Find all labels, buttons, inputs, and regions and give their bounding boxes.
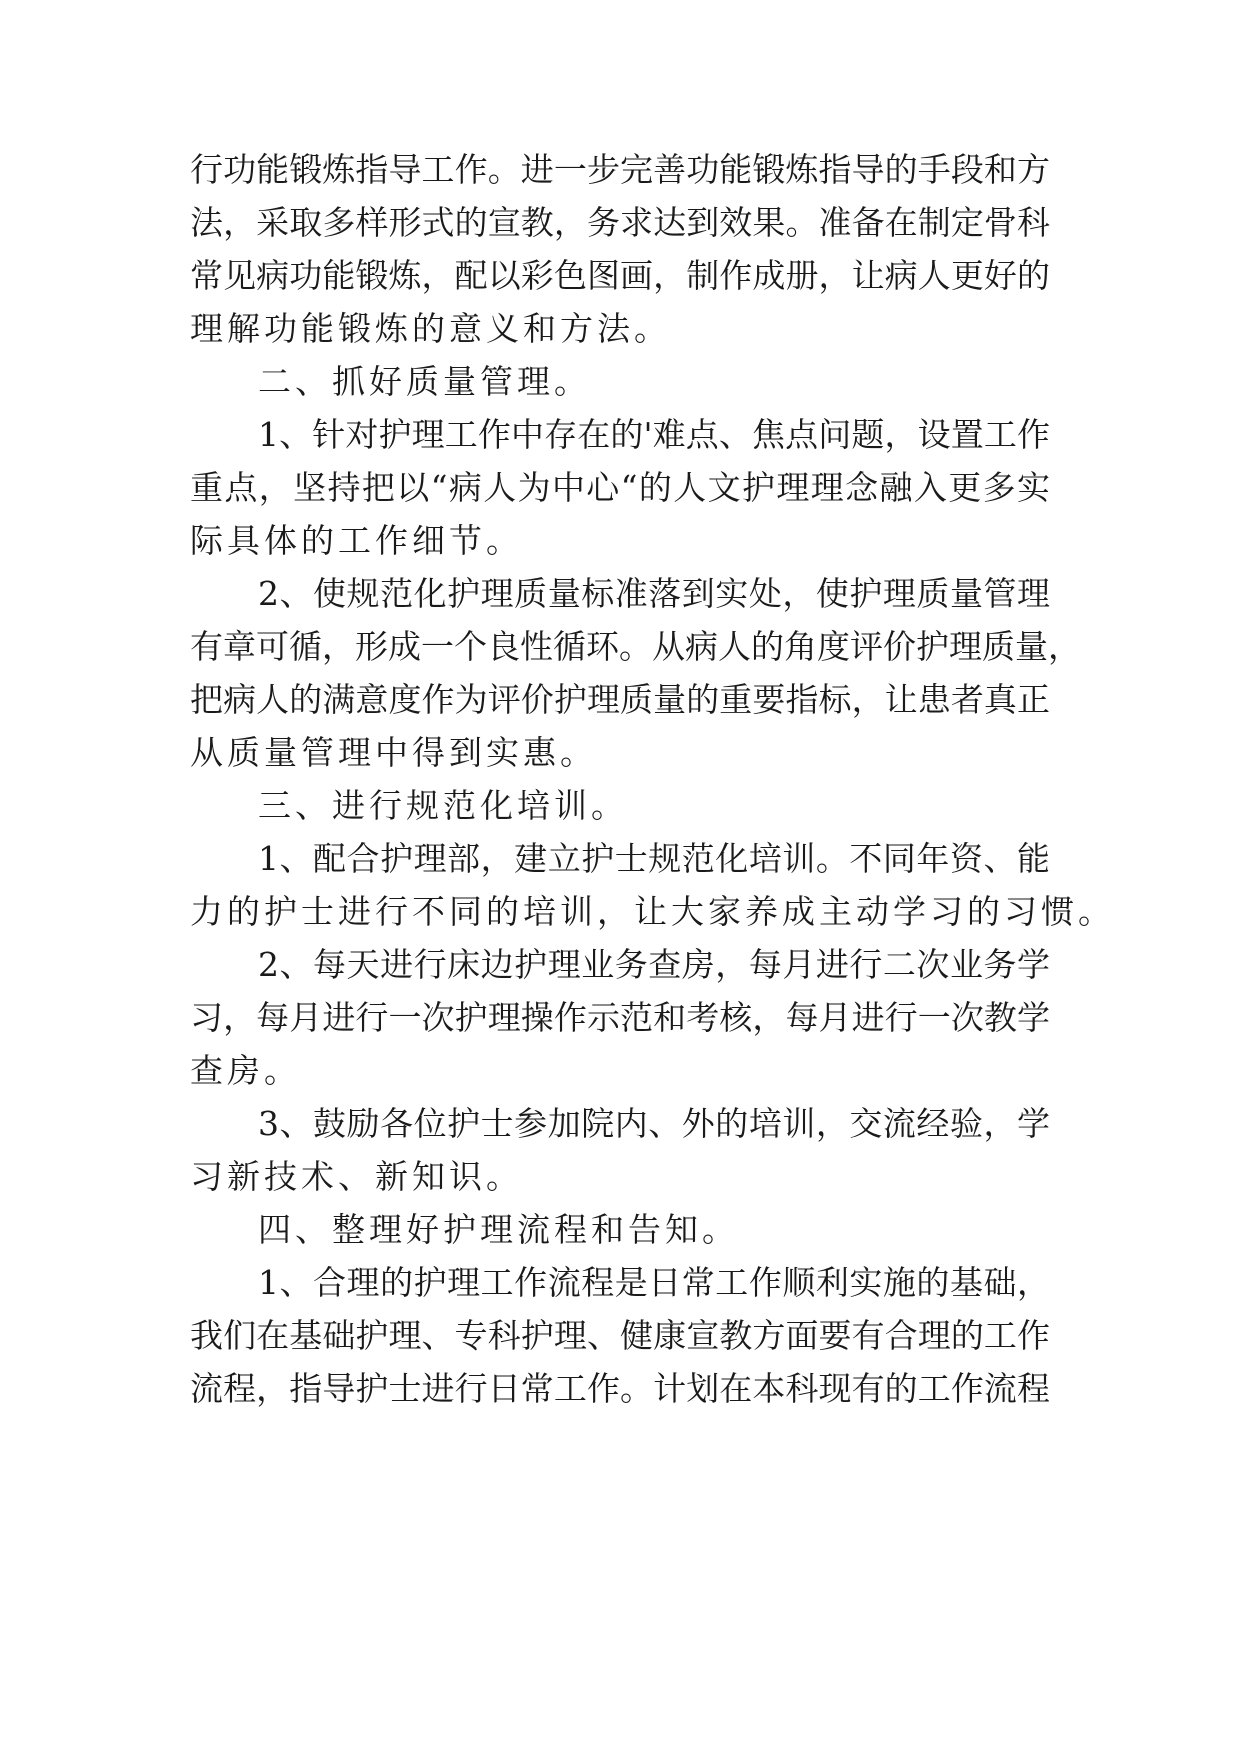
text-line: 理解功能锻炼的意义和方法。: [190, 309, 671, 348]
text-line: 际具体的工作细节。: [190, 521, 523, 560]
text-line: 1、合理的护理工作流程是日常工作顺利实施的基础，: [258, 1263, 1050, 1302]
text-line: 我们在基础护理、专科护理、健康宣教方面要有合理的工作: [190, 1316, 1050, 1355]
text-line: 力的护士进行不同的培训，让大家养成主动学习的习惯。: [190, 892, 1115, 931]
text-line: 2、使规范化护理质量标准落到实处，使护理质量管理: [258, 574, 1050, 613]
text-line: 法，采取多样形式的宣教，务求达到效果。准备在制定骨科: [190, 203, 1050, 242]
text-line: 1、配合护理部，建立护士规范化培训。不同年资、能: [258, 839, 1050, 878]
text-line: 流程，指导护士进行日常工作。计划在本科现有的工作流程: [190, 1369, 1050, 1408]
text-line: 2、每天进行床边护理业务查房，每月进行二次业务学: [258, 945, 1050, 984]
text-line: 常见病功能锻炼，配以彩色图画，制作成册，让病人更好的: [190, 256, 1050, 295]
text-line: 行功能锻炼指导工作。进一步完善功能锻炼指导的手段和方: [190, 150, 1050, 189]
text-line: 习，每月进行一次护理操作示范和考核，每月进行一次教学: [190, 998, 1050, 1037]
section-heading: 三、进行规范化培训。: [258, 786, 628, 825]
text-line: 重点，坚持把以“病人为中心“的人文护理理念融入更多实: [190, 468, 1050, 507]
text-line: 1、针对护理工作中存在的'难点、焦点问题，设置工作: [258, 415, 1050, 454]
text-line: 把病人的满意度作为评价护理质量的重要指标，让患者真正: [190, 680, 1050, 719]
text-line: 有章可循，形成一个良性循环。从病人的角度评价护理质量，: [190, 627, 1081, 666]
text-line: 查房。: [190, 1051, 301, 1090]
text-line: 习新技术、新知识。: [190, 1157, 523, 1196]
text-line: 从质量管理中得到实惠。: [190, 733, 597, 772]
text-line: 3、鼓励各位护士参加院内、外的培训，交流经验，学: [258, 1104, 1050, 1143]
section-heading: 四、整理好护理流程和告知。: [258, 1210, 739, 1249]
section-heading: 二、抓好质量管理。: [258, 362, 591, 401]
